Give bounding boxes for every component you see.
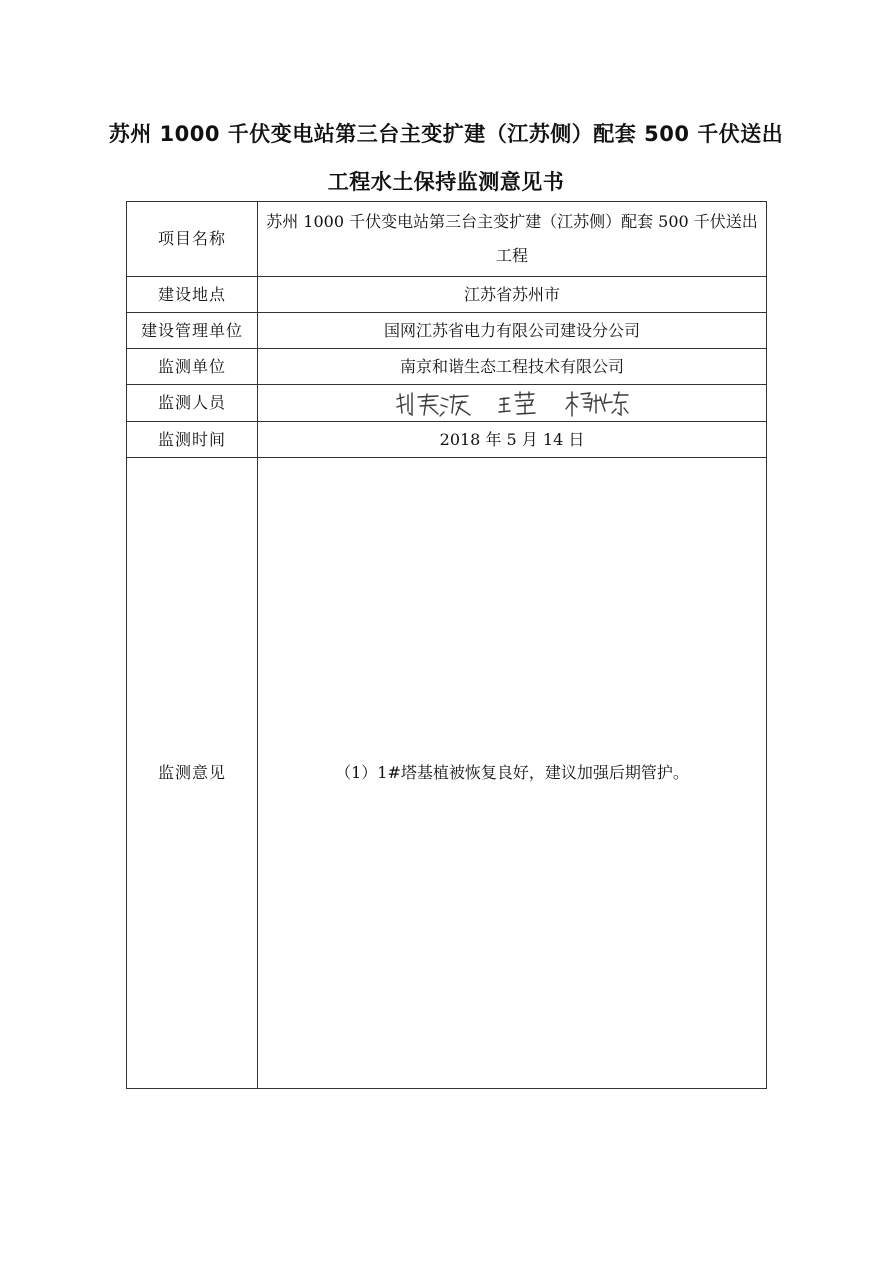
location-value: 江苏省苏州市 [258, 277, 767, 313]
opinion-value: （1）1#塔基植被恢复良好，建议加强后期管护。 [258, 457, 767, 1088]
monitor-unit-label: 监测单位 [127, 349, 258, 385]
monitoring-opinion-table [126, 201, 767, 1089]
row-management-unit [127, 313, 767, 349]
management-unit-label: 建设管理单位 [127, 313, 258, 349]
monitoring-time-value: 2018 年 5 月 14 日 [258, 421, 767, 457]
row-personnel [127, 385, 767, 422]
opinion-label: 监测意见 [127, 457, 258, 1088]
monitor-unit-value: 南京和谐生态工程技术有限公司 [258, 349, 767, 385]
row-monitor-unit [127, 349, 767, 385]
personnel-signatures [258, 385, 767, 422]
signature-image-1 [394, 389, 472, 419]
row-opinion [127, 457, 767, 1088]
monitoring-time-label: 监测时间 [127, 421, 258, 457]
location-label: 建设地点 [127, 277, 258, 313]
row-monitoring-time [127, 421, 767, 457]
document-title-line-1: 苏州 1000 千伏变电站第三台主变扩建（江苏侧）配套 500 千伏送出 [108, 122, 784, 146]
row-location [127, 277, 767, 313]
signature-image-3 [564, 389, 630, 419]
document-title-line-2: 工程水土保持监测意见书 [327, 170, 565, 194]
row-project-name [127, 202, 767, 277]
project-name-label: 项目名称 [127, 202, 258, 277]
personnel-label: 监测人员 [127, 385, 258, 422]
management-unit-value: 国网江苏省电力有限公司建设分公司 [258, 313, 767, 349]
project-name-value: 苏州 1000 千伏变电站第三台主变扩建（江苏侧）配套 500 千伏送出工程 [258, 202, 767, 277]
signature-image-2 [498, 389, 538, 419]
